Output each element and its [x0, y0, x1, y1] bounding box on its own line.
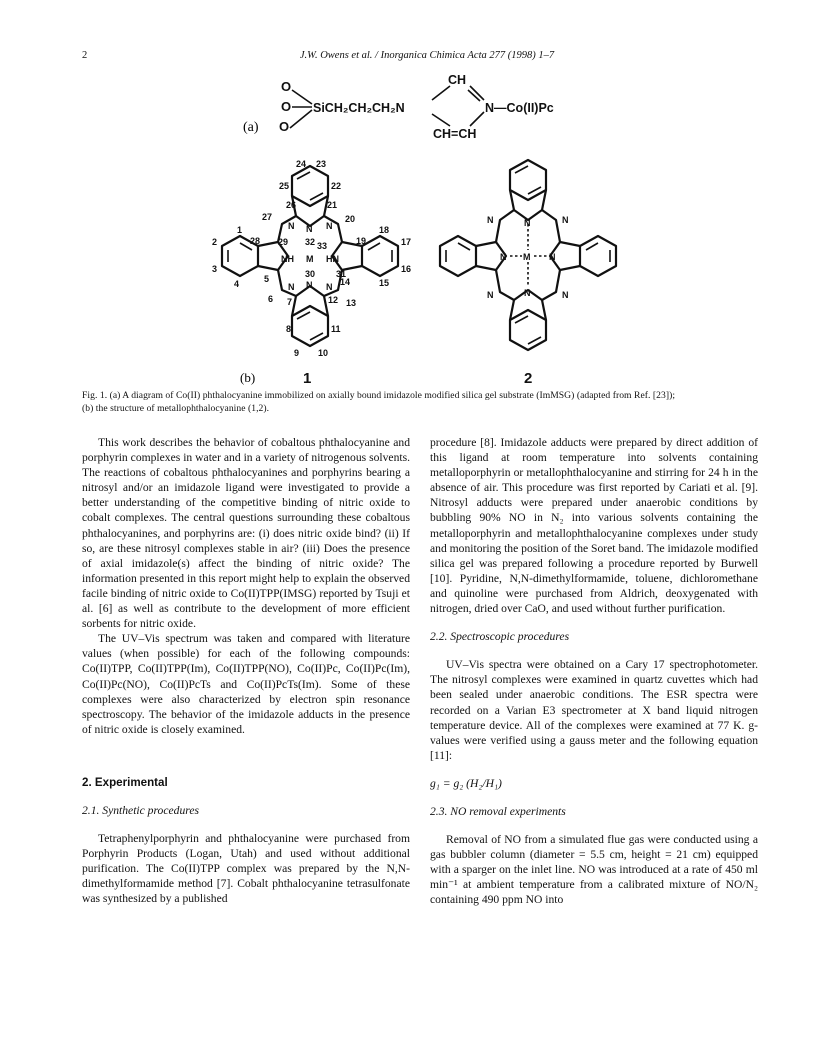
- subsection-heading-synthetic: 2.1. Synthetic procedures: [82, 803, 199, 817]
- svg-text:29: 29: [278, 237, 289, 247]
- oxygen-1: O: [281, 79, 292, 94]
- nh-label: NH: [281, 254, 294, 264]
- svg-text:11: 11: [331, 324, 341, 334]
- svg-text:18: 18: [379, 225, 390, 235]
- compound-2-label: 2: [524, 370, 533, 387]
- svg-text:N: N: [487, 290, 494, 300]
- g-value-equation: g₁ = g₂ (H₂/H₁): [430, 776, 502, 790]
- svg-text:N: N: [306, 224, 313, 234]
- svg-text:31: 31: [336, 269, 347, 279]
- figure-1: [0, 0, 836, 390]
- svg-text:25: 25: [279, 181, 290, 191]
- spectroscopy-paragraph: UV–Vis spectra were obtained on a Cary 17 spectrophotometer. The nitrosyl complexes were examined in quartz cuvettes which had been sealed under anaerobic conditions. The ESR spectra were recorded on a Varian E3 spectrometer at X band liquid nitrogen temperature device. All of the complexes were examined at 77 K. g-values were verified using a gauss meter and the following equation [11]:: [430, 658, 758, 762]
- silane-chain: SiCH₂CH₂CH₂N: [313, 101, 405, 115]
- svg-text:N: N: [288, 221, 295, 231]
- svg-text:10: 10: [318, 348, 329, 358]
- svg-text:24: 24: [296, 159, 307, 169]
- svg-text:N: N: [306, 280, 313, 290]
- svg-text:N: N: [326, 221, 333, 231]
- cobalt-phthalocyanine: N—Co(II)Pc: [485, 101, 554, 115]
- panel-b-label: (b): [240, 370, 256, 385]
- svg-text:5: 5: [264, 274, 270, 284]
- running-title: J.W. Owens et al. / Inorganica Chimica Acta 277 (1998) 1–7: [299, 50, 555, 61]
- svg-text:33: 33: [317, 241, 328, 251]
- page-number: 2: [82, 50, 88, 61]
- compound-1-label: 1: [303, 370, 312, 387]
- procedure-paragraph: procedure [8]. Imidazole adducts were prepared by direct addition of this ligand at room temperature into solvents containing metalloporphyrin or metallophthalocyanine and stirring for 24 h in the absence of air. This procedure was first reported by Cariati et al. [9]. Nitrosyl adducts were prepared under anaerobic conditions by bubbling 90% NO in N₂ into various solvents containing the metalloporphyrin and metallophthalocyanine complexes under study and monitoring the position of the Soret band. The imidazole modified silica gel was prepared following a procedure reported by Burwell [10]. Pyridine, N,N-dimethylformamide, toluene, dichloromethane and quinoline were purchased from Aldrich, deoxygenated with nitrogen, dried over CaO, and used without further purification.: [430, 436, 758, 616]
- figure-caption: [82, 390, 772, 415]
- svg-text:6: 6: [268, 294, 274, 304]
- svg-text:9: 9: [294, 348, 300, 358]
- svg-text:21: 21: [327, 200, 338, 210]
- structure-2: [440, 160, 616, 387]
- svg-text:32: 32: [305, 237, 316, 247]
- svg-text:N: N: [326, 282, 333, 292]
- svg-text:3: 3: [212, 264, 218, 274]
- structure-1: [212, 159, 411, 387]
- svg-text:27: 27: [262, 212, 273, 222]
- svg-text:13: 13: [346, 298, 357, 308]
- imidazole-ch: CH: [448, 73, 467, 87]
- svg-text:19: 19: [356, 236, 367, 246]
- svg-text:7: 7: [287, 297, 293, 307]
- caption-line-2: (b) the structure of metallophthalocyanine (1,2).: [82, 402, 270, 414]
- svg-text:26: 26: [286, 200, 297, 210]
- imidazole-ch-ch: CH=CH: [433, 127, 477, 141]
- synthesis-paragraph: Tetraphenylporphyrin and phthalocyanine were purchased from Porphyrin Products (Logan, Utah) and used without additional purification. The Co(II)TPP complex was prepared by the N,N-dimethylformamide method [7]. Cobalt phthalocyanine tetrasulfonate was synthesized by a published: [82, 832, 410, 906]
- svg-text:4: 4: [234, 279, 240, 289]
- subsection-heading-no-removal: 2.3. NO removal experiments: [430, 804, 566, 818]
- svg-text:N: N: [487, 215, 494, 225]
- svg-text:20: 20: [345, 214, 356, 224]
- svg-text:15: 15: [379, 278, 390, 288]
- svg-text:1: 1: [237, 225, 243, 235]
- metal-label-2: M: [523, 252, 531, 262]
- uv-vis-paragraph: The UV–Vis spectrum was taken and compared with literature values (when possible) for each of the following compounds: Co(II)TPP, Co(II)TPP(Im), Co(II)TPP(NO), Co(II)Pc, Co(II)Pc(Im), Co(II)Pc(NO), Co(II)PcTs and Co(II)PcTs(Im). Some of these complexes were also characterized by electron spin resonance spectroscopy. The behavior of the imidazole adducts in the presence of nitric oxide is closely examined.: [82, 632, 410, 736]
- svg-text:N: N: [562, 215, 569, 225]
- intro-paragraph: This work describes the behavior of cobaltous phthalocyanine and porphyrin complexes in water and in a variety of nitrogenous solvents. The reactions of cobaltous phthalocyanines and porphyrins bearing a nitrosyl and/or an imidazole ligand were investigated to provide a better understanding of the competitive binding of nitric oxide to cobalt complexes. The central questions surrounding these cobaltous phthalocyanines, and porphyrins are: (i) does nitric oxide bind? (ii) If so, are these nitrosyl complexes stable in air? (iii) Does the presence of axial imidazole(s) affect the binding of nitric oxide? The information presented in this report might help to explain the observed facile binding of nitric oxide to Co(II)TPP(IMSG) reported by Tsuji et al. [6] as well as contribute to the development of more efficient sorbents for nitric oxide.: [82, 436, 410, 631]
- svg-text:16: 16: [401, 264, 412, 274]
- svg-text:17: 17: [401, 237, 412, 247]
- oxygen-3: O: [279, 119, 290, 134]
- panel-a-label: (a): [243, 120, 259, 135]
- svg-text:23: 23: [316, 159, 327, 169]
- svg-text:8: 8: [286, 324, 292, 334]
- left-column: [82, 435, 410, 907]
- svg-text:28: 28: [250, 236, 261, 246]
- panel-a-diagram: [243, 73, 554, 141]
- svg-text:30: 30: [305, 269, 316, 279]
- svg-text:N: N: [500, 252, 507, 262]
- section-heading-experimental: 2. Experimental: [82, 775, 168, 789]
- caption-line-1: Fig. 1. (a) A diagram of Co(II) phthalocyanine immobilized on axially bound imidazole modified silica gel substrate (ImMSG) (adapted from Ref. [23]);: [82, 390, 676, 401]
- svg-text:22: 22: [331, 181, 342, 191]
- subsection-heading-spectroscopic: 2.2. Spectroscopic procedures: [430, 630, 570, 644]
- oxygen-2: O: [281, 99, 292, 114]
- metal-label: M: [306, 254, 314, 264]
- svg-text:N: N: [524, 218, 531, 228]
- svg-text:N: N: [524, 288, 531, 298]
- hn-label: HN: [326, 254, 339, 264]
- svg-text:N: N: [562, 290, 569, 300]
- right-column: [430, 435, 758, 908]
- svg-text:12: 12: [328, 295, 339, 305]
- silane-bonds: [290, 90, 312, 128]
- svg-text:N: N: [549, 252, 556, 262]
- no-removal-paragraph: Removal of NO from a simulated flue gas were conducted using a gas bubbler column (diameter = 5.5 cm, height = 21 cm) equipped with a sparger on the inlet line. NO was introduced at a rate of 450 ml min⁻¹ at ambient temperature from a calibrated mixture of NO/N₂ containing 490 ppm NO into: [430, 833, 758, 907]
- svg-text:N: N: [288, 282, 295, 292]
- svg-text:2: 2: [212, 237, 218, 247]
- svg-text:14: 14: [340, 277, 351, 287]
- imidazole-bonds: [432, 86, 484, 126]
